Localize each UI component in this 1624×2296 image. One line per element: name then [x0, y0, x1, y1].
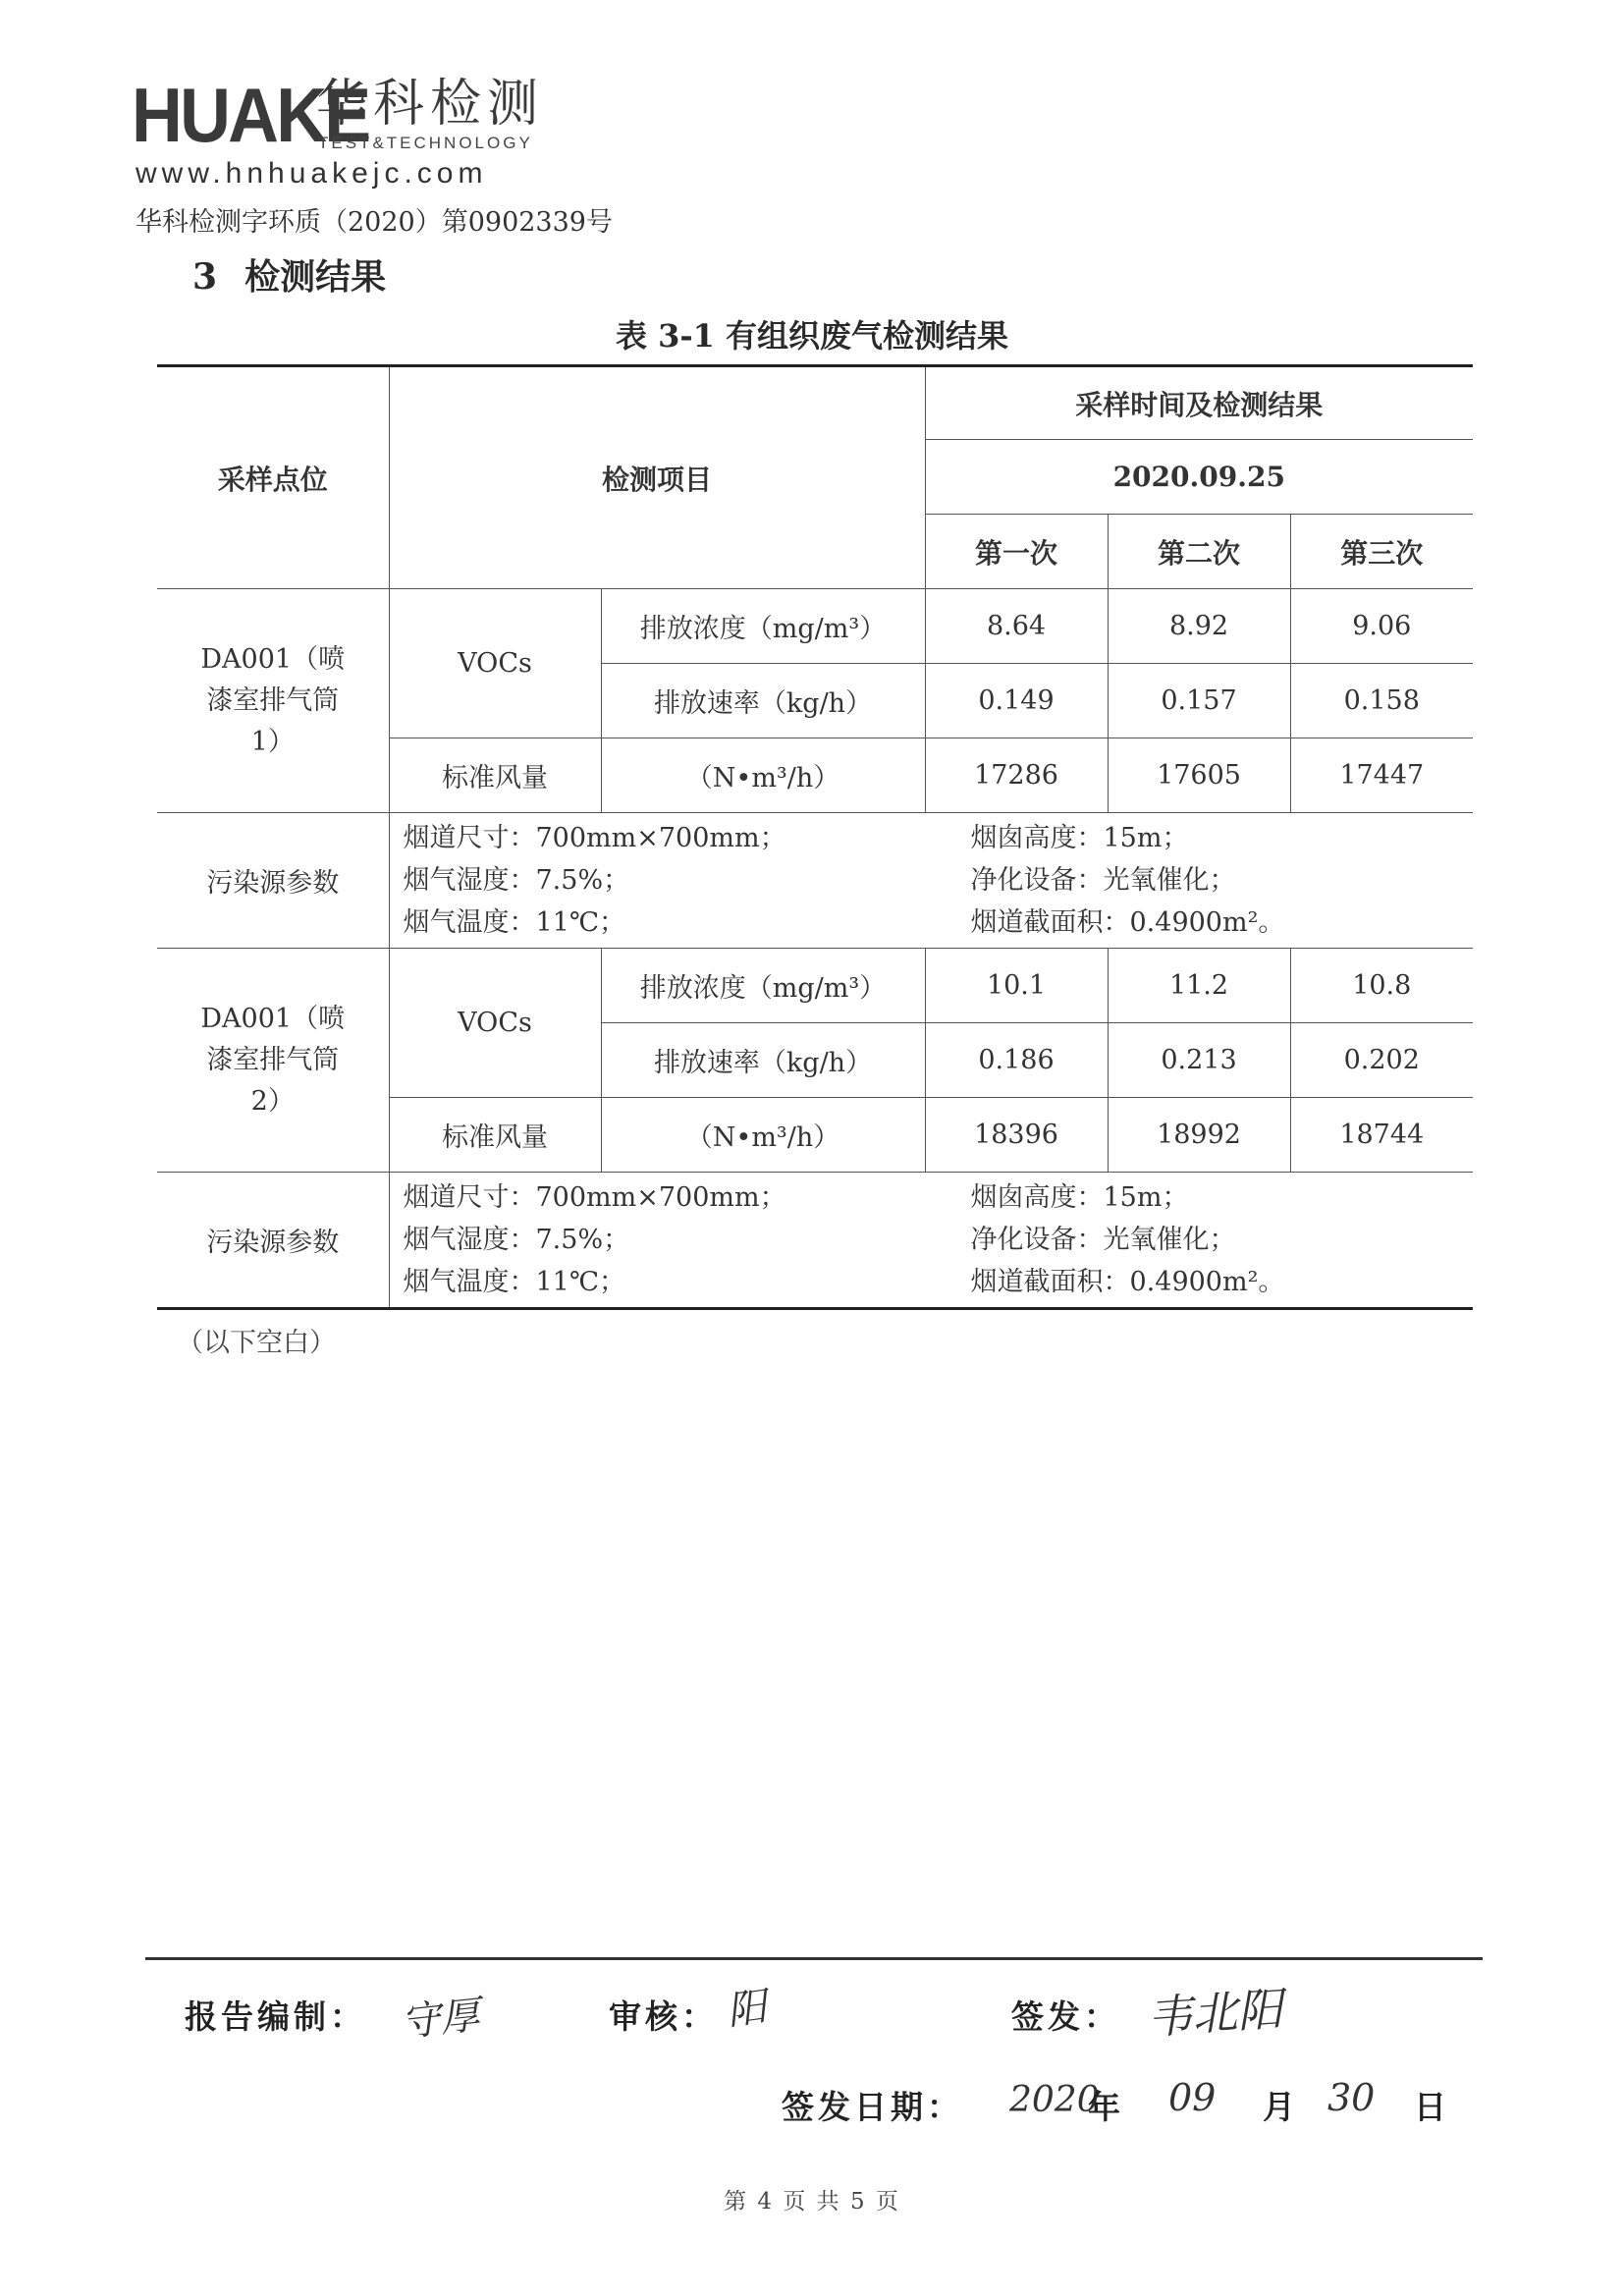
value-cell: 10.1 [925, 949, 1108, 1023]
source-parameters: 烟道尺寸：700mm×700mm； 烟囱高度：15m； 烟气湿度：7.5%； 净化设备：光氧催化； 烟气温度：11℃； 烟道截面积：0.4900m²。 [389, 813, 1473, 949]
sampling-location: DA001（喷漆室排气筒 1） [157, 589, 389, 813]
params-label: 污染源参数 [157, 813, 389, 949]
value-cell: 0.213 [1108, 1023, 1290, 1098]
source-parameters: 烟道尺寸：700mm×700mm； 烟囱高度：15m； 烟气湿度：7.5%； 净化设备：光氧催化； 烟气温度：11℃； 烟道截面积：0.4900m²。 [389, 1173, 1473, 1309]
value-cell: 0.158 [1290, 664, 1473, 738]
item-label: 排放浓度（mg/m³） [601, 589, 925, 664]
table-row [157, 1173, 1473, 1309]
issuer-signature: 韦北阳 [1145, 1982, 1284, 2045]
table-row [157, 813, 1473, 949]
section-number: 3 [192, 256, 218, 298]
issue-year: 2020 [1009, 2080, 1100, 2120]
value-cell: 8.92 [1108, 589, 1290, 664]
flow-unit: （N•m³/h） [601, 738, 925, 813]
item-label: 排放浓度（mg/m³） [601, 949, 925, 1023]
item-label: 排放速率（kg/h） [601, 664, 925, 738]
reviewer-label: 审核： [609, 1997, 718, 2036]
footer-divider [145, 1957, 1483, 1960]
pollutant-name: VOCs [389, 589, 601, 738]
company-logo-chinese: 华科检测 [316, 75, 545, 134]
value-cell: 17605 [1108, 738, 1290, 813]
company-logo-tagline: TEST&TECHNOLOGY [318, 134, 533, 152]
value-cell: 18744 [1290, 1098, 1473, 1173]
pollutant-name: VOCs [389, 949, 601, 1098]
flow-label: 标准风量 [389, 1098, 601, 1173]
value-cell: 11.2 [1108, 949, 1290, 1023]
item-label: 排放速率（kg/h） [601, 1023, 925, 1098]
flow-label: 标准风量 [389, 738, 601, 813]
section-heading [192, 249, 386, 300]
value-cell: 18992 [1108, 1098, 1290, 1173]
value-cell: 17286 [925, 738, 1108, 813]
header-test-item: 检测项目 [389, 366, 925, 589]
issue-date-label: 签发日期： [782, 2088, 963, 2126]
prepared-by-label: 报告编制： [185, 1997, 366, 2036]
header-run-1: 第一次 [925, 515, 1108, 589]
params-label: 污染源参数 [157, 1173, 389, 1309]
value-cell: 0.202 [1290, 1023, 1473, 1098]
value-cell: 0.157 [1108, 664, 1290, 738]
report-number: 华科检测字环质（2020）第0902339号 [135, 207, 613, 238]
issuer-label: 签发： [1011, 1997, 1120, 2036]
table-row [157, 589, 1473, 664]
results-table [157, 364, 1473, 1310]
table-row [157, 949, 1473, 1023]
company-website: www.hnhuakejc.com [135, 157, 488, 190]
issue-day: 30 [1327, 2076, 1376, 2119]
reviewer-signature: 阳 [724, 1984, 770, 2035]
header-run-3: 第三次 [1290, 515, 1473, 589]
blank-below-note: （以下空白） [177, 1328, 336, 1358]
header-run-2: 第二次 [1108, 515, 1290, 589]
prepared-by-signature: 守厚 [399, 1992, 482, 2047]
section-title: 检测结果 [244, 256, 387, 298]
sampling-location: DA001（喷漆室排气筒 2） [157, 949, 389, 1173]
page-number: 第 4 页 共 5 页 [724, 2189, 900, 2214]
month-unit: 月 [1263, 2088, 1299, 2126]
value-cell: 9.06 [1290, 589, 1473, 664]
value-cell: 18396 [925, 1098, 1108, 1173]
table-title: 表 3-1 有组织废气检测结果 [615, 317, 1009, 355]
value-cell: 0.186 [925, 1023, 1108, 1098]
header-date: 2020.09.25 [925, 440, 1473, 515]
issue-month: 09 [1168, 2076, 1217, 2119]
year-unit: 年 [1088, 2088, 1124, 2126]
value-cell: 17447 [1290, 738, 1473, 813]
value-cell: 8.64 [925, 589, 1108, 664]
value-cell: 0.149 [925, 664, 1108, 738]
header-sampling-point: 采样点位 [157, 366, 389, 589]
company-logo: HUAKE [132, 72, 369, 158]
header-results-group: 采样时间及检测结果 [925, 366, 1473, 440]
day-unit: 日 [1414, 2088, 1450, 2126]
value-cell: 10.8 [1290, 949, 1473, 1023]
flow-unit: （N•m³/h） [601, 1098, 925, 1173]
